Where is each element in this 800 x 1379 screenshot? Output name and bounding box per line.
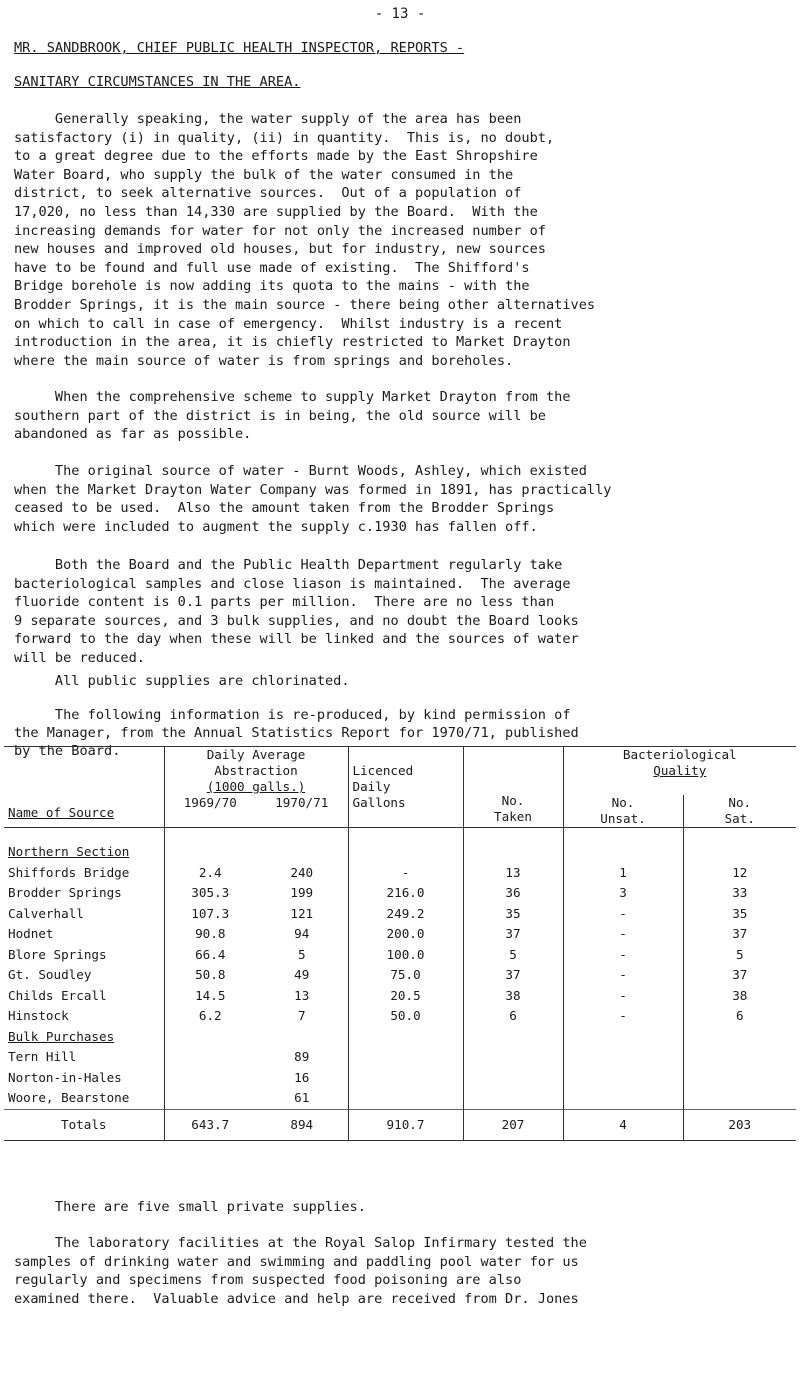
section-label-northern: Northern Section [8, 844, 130, 859]
section-label-bulk-purchases: Bulk Purchases [8, 1028, 115, 1044]
table-row: Gt. Soudley 50.8 49 75.0 37 - 37 [4, 965, 796, 986]
table-row: Woore, Bearstone 61 [4, 1088, 796, 1109]
header-year-1969-70: 1969/70 [164, 795, 256, 828]
paragraph-information-source: The following information is re-produced, by kind permission of the Manager, from the Annual Statistics Report for 1970/71, published by the Board. [14, 707, 579, 759]
paragraph-original-source: The original source of water - Burnt Woods, Ashley, which existed when the Market Drayton Water Company was formed in 1891, has practically ceased to be used. Also the amount taken from the Brodder Springs which were included to augment the supply c.1930 has fallen off. [14, 463, 612, 535]
table-row: Brodder Springs 305.3 199 216.0 36 3 33 [4, 883, 796, 904]
paragraph-chlorinated: All public supplies are chlorinated. [14, 673, 350, 689]
paragraph-sampling: Both the Board and the Public Health Department regularly take bacteriological samples and close liason is maintained. The average fluoride content is 0.1 parts per million. There are no less than 9 separate sources, and 3 bulk supplies, and no doubt the Board looks forward to the day when these will be linked and the sources of water will be reduced. [14, 557, 579, 666]
paragraph-water-supply: Generally speaking, the water supply of the area has been satisfactory (i) in quality, (ii) in quantity. This is, no doubt, to a great degree due to the efforts made by the East Shropshire Water Board, who supply the bulk of the water consumed in the district, to seek alternative sources. Out of a population of 17,020, no less than 14,330 are supplied by the Board. With the increasing demands for water for not only the increased number of new houses and improved old houses, but for industry, new sources have to be found and full use made of existing. The Shifford's Bridge borehole is now adding its quota to the mains - with the Brodder Springs, it is the main source - there being other alternatives on which to call in case of emergency. Whilst industry is a recent introduction in the area, it is chiefly restricted to Market Drayton where the main source of water is from springs and boreholes. [14, 111, 596, 369]
header-year-1970-71: 1970/71 [275, 795, 329, 810]
table-row: Hinstock 6.2 7 50.0 6 - 6 [4, 1006, 796, 1027]
page-number: - 13 - [374, 6, 426, 22]
header-licenced-daily-gallons: Licenced Daily Gallons [348, 747, 463, 828]
table-row: Shiffords Bridge 2.4 240 - 13 1 12 [4, 863, 796, 884]
water-sources-table [4, 746, 796, 1141]
paragraph-comprehensive-scheme: When the comprehensive scheme to supply Market Drayton from the southern part of the district is in being, the old source will be abandoned as far as possible. [14, 389, 571, 443]
table-row: Norton-in-Hales 16 [4, 1068, 796, 1089]
paragraph-laboratory: The laboratory facilities at the Royal Salop Infirmary tested the samples of drinking water and swimming and paddling pool water for us regularly and specimens from suspected food poisoning are also examined there. Valuable advice and help are received from Dr. Jones [14, 1235, 587, 1307]
header-bacteriological-quality: Bacteriological Quality [563, 747, 796, 796]
table-row: Blore Springs 66.4 5 100.0 5 - 5 [4, 945, 796, 966]
table-row: Calverhall 107.3 121 249.2 35 - 35 [4, 904, 796, 925]
table-row: Hodnet 90.8 94 200.0 37 - 37 [4, 924, 796, 945]
report-title: MR. SANDBROOK, CHIEF PUBLIC HEALTH INSPECTOR, REPORTS - [14, 40, 465, 56]
header-no-unsat: No. Unsat. [563, 795, 683, 828]
header-no-taken: No. Taken [463, 747, 563, 828]
header-name-of-source: Name of Source [8, 805, 115, 820]
totals-row: Totals 643.7 894 910.7 207 4 203 [4, 1109, 796, 1140]
header-no-sat: No. Sat. [683, 795, 796, 828]
header-daily-average: Daily Average Abstraction (1000 galls.) [164, 747, 348, 796]
paragraph-private-supplies: There are five small private supplies. [14, 1199, 366, 1215]
table-row: Tern Hill 89 [4, 1047, 796, 1068]
table-row: Childs Ercall 14.5 13 20.5 38 - 38 [4, 986, 796, 1007]
section-heading: SANITARY CIRCUMSTANCES IN THE AREA. [14, 74, 301, 90]
